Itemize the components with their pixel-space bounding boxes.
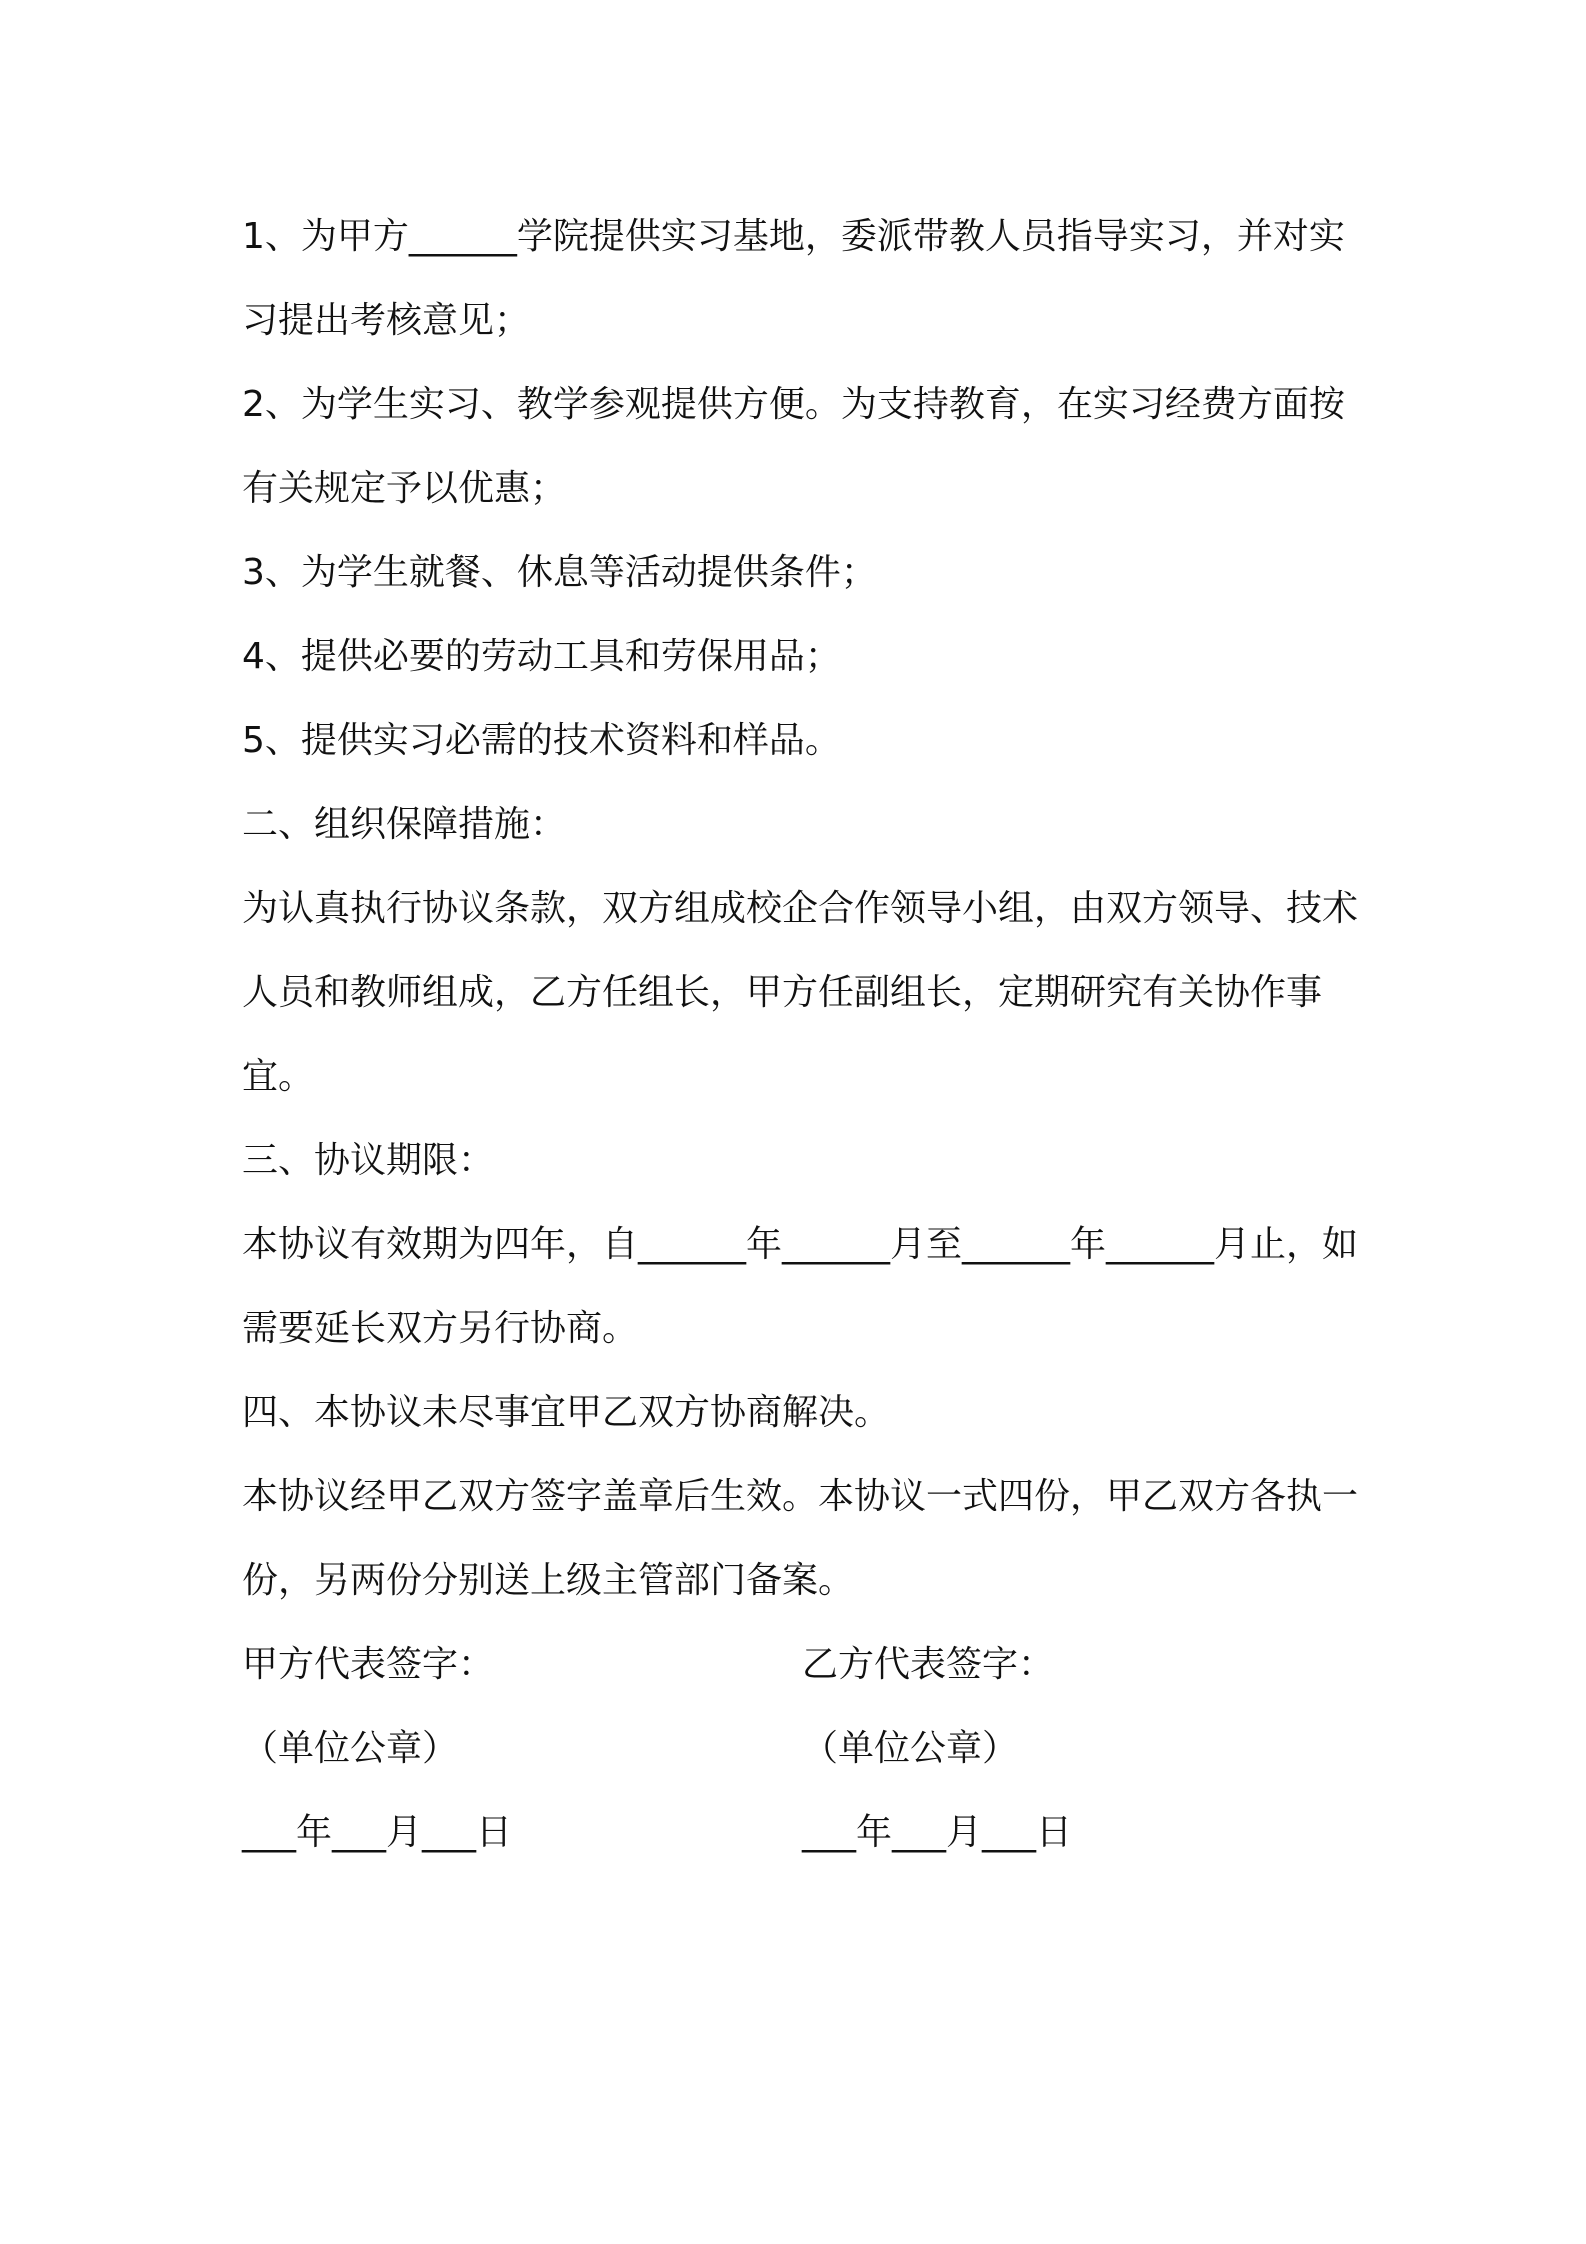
party-b-date: ___年___月___日 [802, 1812, 1073, 1853]
clause-4: 4、提供必要的劳动工具和劳保用品； [242, 636, 841, 677]
clause-1: 1、为甲方______学院提供实习基地，委派带教人员指导实习，并对实习提出考核意见； [242, 216, 1345, 341]
section-heading-4: 四、本协议未尽事宜甲乙双方协商解决。 [242, 1392, 891, 1433]
party-a-signature [242, 1623, 802, 1875]
clause-5: 5、提供实习必需的技术资料和样品。 [242, 720, 841, 761]
party-a-signature-label: 甲方代表签字： [242, 1644, 495, 1685]
section-heading-2: 二、组织保障措施： [242, 804, 567, 845]
section-heading-3: 三、协议期限： [242, 1140, 495, 1181]
party-b-signature-label: 乙方代表签字： [802, 1644, 1055, 1685]
document-body [242, 195, 1362, 1875]
party-a-date: ___年___月___日 [242, 1812, 513, 1853]
party-a-seal: （单位公章） [242, 1728, 459, 1769]
effect-paragraph: 本协议经甲乙双方签字盖章后生效。本协议一式四份，甲乙双方各执一份，另两份分别送上级主管部门备案。 [242, 1476, 1359, 1601]
party-b-signature [802, 1623, 1362, 1875]
party-b-seal: （单位公章） [802, 1728, 1019, 1769]
signature-block [242, 1623, 1362, 1875]
clause-2: 2、为学生实习、教学参观提供方便。为支持教育，在实习经费方面按有关规定予以优惠； [242, 384, 1345, 509]
clause-3: 3、为学生就餐、休息等活动提供条件； [242, 552, 877, 593]
term-paragraph: 本协议有效期为四年，自______年______月至______年______月止，如需要延长双方另行协商。 [242, 1224, 1359, 1349]
section-2-body: 为认真执行协议条款，双方组成校企合作领导小组，由双方领导、技术人员和教师组成，乙方任组长，甲方任副组长，定期研究有关协作事宜。 [242, 888, 1359, 1097]
